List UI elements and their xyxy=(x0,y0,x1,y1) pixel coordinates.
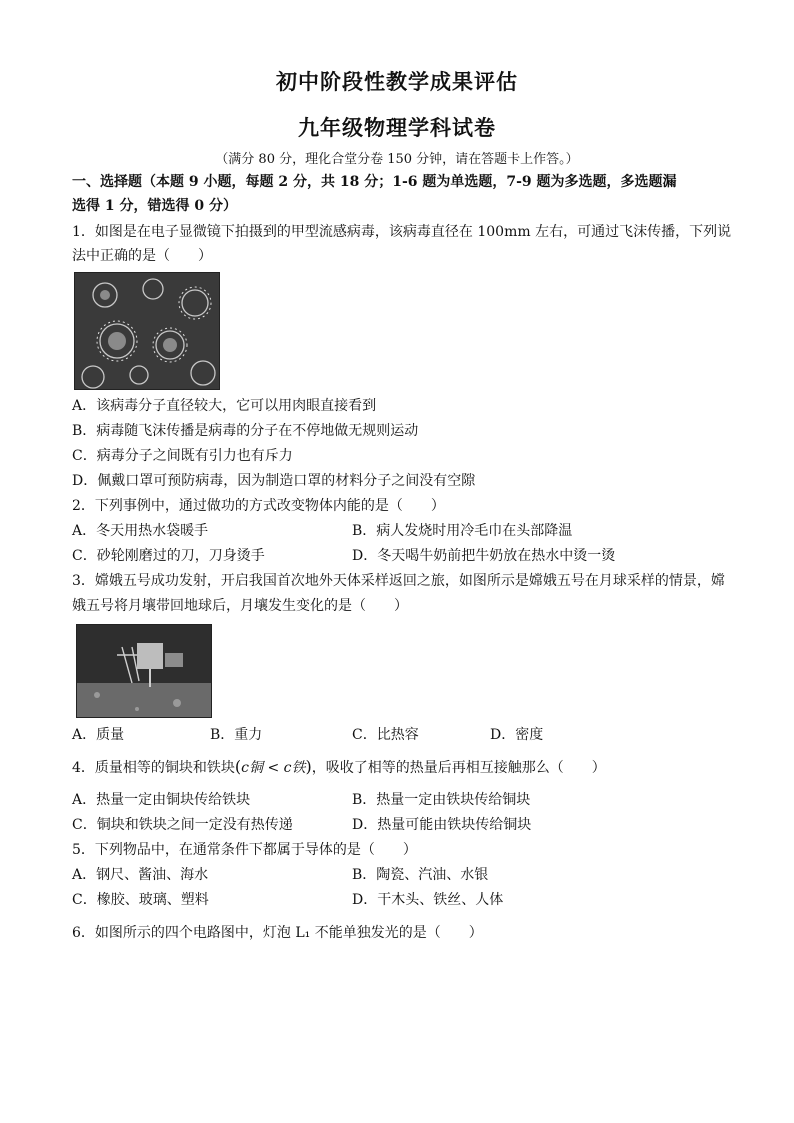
q1-stem-line2: 法中正确的是（ ） xyxy=(72,248,212,264)
q5-option-c: C．橡胶、玻璃、塑料 xyxy=(72,892,209,908)
q4-option-a: A．热量一定由铜块传给铁块 xyxy=(72,792,251,808)
virus-micrograph-image xyxy=(74,272,220,390)
q4-condition-close: ) xyxy=(305,757,312,776)
q1-option-a: A．该病毒分子直径较大，它可以用肉眼直接看到 xyxy=(72,398,377,414)
q4-option-b: B．热量一定由铁块传给铜块 xyxy=(352,792,531,808)
q3-option-a: A．质量 xyxy=(72,727,125,743)
q4-stem-post: ，吸收了相等的热量后再相互接触那么（ ） xyxy=(311,760,606,776)
q4-stem xyxy=(72,757,606,778)
q4-option-d: D．热量可能由铁块传给铜块 xyxy=(352,817,532,833)
q2-option-a: A．冬天用热水袋暖手 xyxy=(72,523,209,539)
exam-subtitle: 九年级物理学科试卷 xyxy=(298,115,496,140)
q4-option-c: C．铜块和铁块之间一定没有热传递 xyxy=(72,817,293,833)
q2-option-b: B．病人发烧时用冷毛巾在头部降温 xyxy=(352,523,573,539)
q2-stem: 2．下列事例中，通过做功的方式改变物体内能的是（ ） xyxy=(72,498,445,514)
q5-option-d: D．干木头、铁丝、人体 xyxy=(352,892,504,908)
q4-stem-pre: 4．质量相等的铜块和铁块 xyxy=(72,760,235,776)
exam-title: 初中阶段性教学成果评估 xyxy=(276,69,518,94)
q5-stem: 5．下列物品中，在通常条件下都属于导体的是（ ） xyxy=(72,842,417,858)
q1-option-b: B．病毒随飞沫传播是病毒的分子在不停地做无规则运动 xyxy=(72,423,419,439)
q1-option-c: C．病毒分子之间既有引力也有斥力 xyxy=(72,448,293,464)
q3-stem-line1: 3．嫦娥五号成功发射，开启我国首次地外天体采样返回之旅，如图所示是嫦娥五号在月球采样的情景，嫦 xyxy=(72,573,725,589)
q3-option-d: D．密度 xyxy=(490,727,544,743)
lunar-sampling-image xyxy=(76,624,212,718)
q1-option-d: D．佩戴口罩可预防病毒，因为制造口罩的材料分子之间没有空隙 xyxy=(72,473,476,489)
q1-stem-line1: 1．如图是在电子显微镜下拍摄到的甲型流感病毒，该病毒直径在 100mm 左右，可通过飞沫传播，下列说 xyxy=(72,224,732,240)
q5-option-b: B．陶瓷、汽油、水银 xyxy=(352,867,489,883)
q5-option-a: A．钢尺、酱油、海水 xyxy=(72,867,209,883)
q2-option-c: C．砂轮刚磨过的刀，刀身烫手 xyxy=(72,548,265,564)
q3-option-c: C．比热容 xyxy=(352,727,419,743)
q3-option-b: B．重力 xyxy=(210,727,263,743)
section-heading-line1: 一、选择题（本题 9 小题，每题 2 分，共 18 分；1-6 题为单选题，7-9 题为多选题，多选题漏 xyxy=(72,174,677,190)
q6-stem: 6．如图所示的四个电路图中，灯泡 L₁ 不能单独发光的是（ ） xyxy=(72,925,483,941)
exam-note: （满分 80 分，理化合堂分卷 150 分钟，请在答题卡上作答。） xyxy=(215,152,579,167)
q4-condition: ( xyxy=(234,757,242,776)
q2-option-d: D．冬天喝牛奶前把牛奶放在热水中烫一烫 xyxy=(352,548,616,564)
section-heading-line2: 选得 1 分，错选得 0 分） xyxy=(72,198,237,214)
q3-stem-line2: 娥五号将月壤带回地球后，月壤发生变化的是（ ） xyxy=(72,598,408,614)
q4-condition-text: c铜 < c铁 xyxy=(241,760,306,776)
